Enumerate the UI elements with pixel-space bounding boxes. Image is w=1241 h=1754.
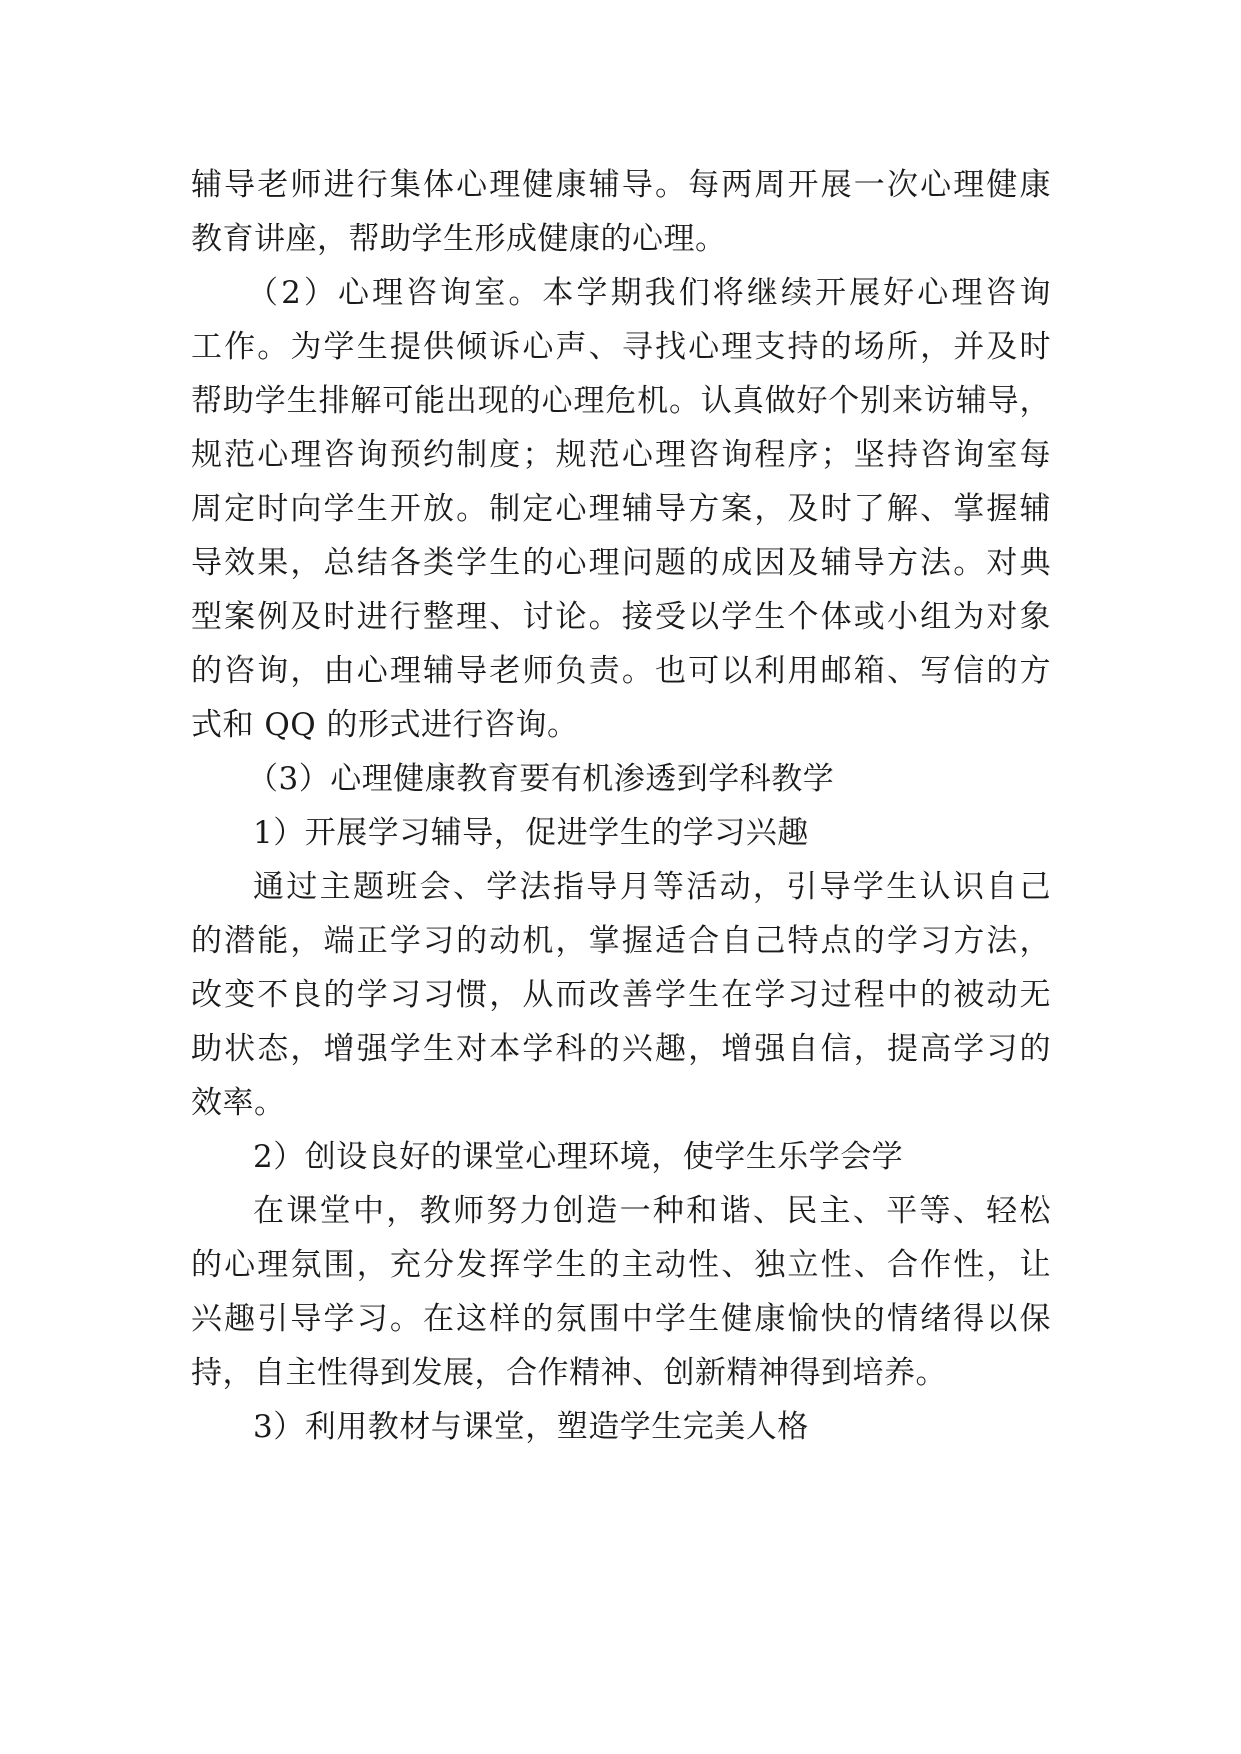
text-line: 的心理氛围，充分发挥学生的主动性、独立性、合作性，让 bbox=[191, 1247, 1051, 1283]
text-line: 型案例及时进行整理、讨论。接受以学生个体或小组为对象 bbox=[191, 599, 1051, 635]
text-line: 在课堂中，教师努力创造一种和谐、民主、平等、轻松 bbox=[253, 1193, 1051, 1229]
text-line: 效率。 bbox=[191, 1085, 286, 1121]
text-line: 帮助学生排解可能出现的心理危机。认真做好个别来访辅导， bbox=[191, 383, 1051, 419]
text-line: 辅导老师进行集体心理健康辅导。每两周开展一次心理健康 bbox=[191, 167, 1051, 203]
text-line: 周定时向学生开放。制定心理辅导方案，及时了解、掌握辅 bbox=[191, 491, 1051, 527]
text-line: 改变不良的学习习惯，从而改善学生在学习过程中的被动无 bbox=[191, 977, 1051, 1013]
text-line: 式和 QQ 的形式进行咨询。 bbox=[191, 707, 579, 743]
text-line: 的咨询，由心理辅导老师负责。也可以利用邮箱、写信的方 bbox=[191, 653, 1051, 689]
text-line: 的潜能，端正学习的动机，掌握适合自己特点的学习方法， bbox=[191, 923, 1051, 959]
text-line: 导效果，总结各类学生的心理问题的成因及辅导方法。对典 bbox=[191, 545, 1051, 581]
subheading-3: 3）利用教材与课堂，塑造学生完美人格 bbox=[253, 1409, 809, 1445]
text-line: 兴趣引导学习。在这样的氛围中学生健康愉快的情绪得以保 bbox=[191, 1301, 1051, 1337]
text-line: 通过主题班会、学法指导月等活动，引导学生认识自己 bbox=[253, 869, 1051, 905]
text-line: 持，自主性得到发展，合作精神、创新精神得到培养。 bbox=[191, 1355, 947, 1391]
subheading-1: 1）开展学习辅导，促进学生的学习兴趣 bbox=[253, 815, 809, 851]
text-line: 教育讲座，帮助学生形成健康的心理。 bbox=[191, 221, 727, 257]
subheading-2: 2）创设良好的课堂心理环境，使学生乐学会学 bbox=[253, 1139, 904, 1175]
paragraph-heading-2: （2）心理咨询室。本学期我们将继续开展好心理咨询 bbox=[247, 275, 1051, 311]
text-line: 工作。为学生提供倾诉心声、寻找心理支持的场所，并及时 bbox=[191, 329, 1051, 365]
text-line: 助状态，增强学生对本学科的兴趣，增强自信，提高学习的 bbox=[191, 1031, 1051, 1067]
text-line: 规范心理咨询预约制度；规范心理咨询程序；坚持咨询室每 bbox=[191, 437, 1051, 473]
paragraph-heading-3: （3）心理健康教育要有机渗透到学科教学 bbox=[247, 761, 835, 797]
